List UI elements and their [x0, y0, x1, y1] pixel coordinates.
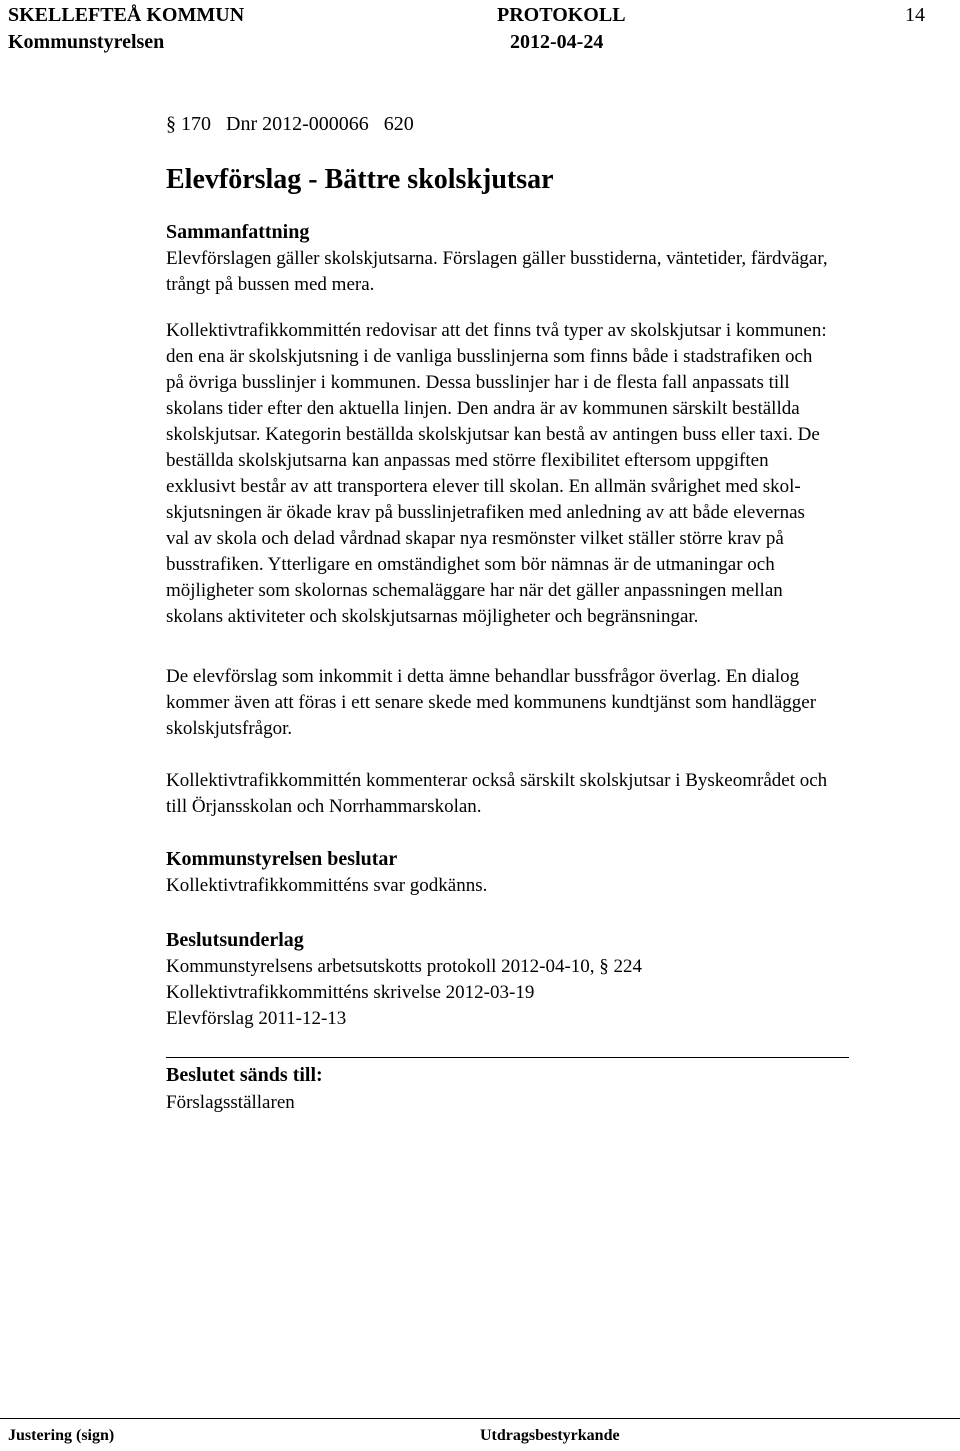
- paragraph-student-proposals: [166, 664, 958, 742]
- text-line: busstrafiken. Ytterligare en omständighet som bör nämnas är de utmaningar och: [166, 554, 775, 575]
- text-line: möjligheter som skolornas schemaläggare har när det gäller anpassningen mellan: [166, 580, 783, 601]
- text-line: skolskjutsar. Kategorin beställda skolskjutsar kan bestå av antingen buss eller taxi. De: [166, 424, 820, 445]
- text-line: Kollektivtrafikkommittén redovisar att det finns två typer av skolskjutsar i kommunen:: [166, 320, 827, 341]
- text-line: skjutsningen är ökade krav på busslinjetrafiken med anledning av att både elevernas: [166, 502, 805, 523]
- text-line: De elevförslag som inkommit i detta ämne behandlar bussfrågor överlag. En dialog: [166, 666, 800, 687]
- text-line: till Örjansskolan och Norrhammarskolan.: [166, 796, 482, 817]
- text-line: skolans aktiviteter och skolskjutsarnas möjligheter och begränsningar.: [166, 606, 699, 627]
- sent-to-recipient: Förslagsställaren: [166, 1092, 295, 1113]
- basis-list: [166, 954, 958, 1032]
- paragraph-committee-comments: [166, 768, 958, 820]
- text-line: Elevförslagen gäller skolskjutsarna. Förslagen gäller busstiderna, väntetider, färdvägar,: [166, 248, 828, 269]
- text-line: beställda skolskjutsarna kan anpassas med större flexibilitet eftersom uppgiften: [166, 450, 769, 471]
- basis-item: Kollektivtrafikkommitténs skrivelse 2012-03-19: [166, 982, 535, 1003]
- separator-line: [166, 1057, 849, 1058]
- decision-heading: Kommunstyrelsen beslutar: [166, 848, 398, 870]
- footer-certification-label: Utdragsbestyrkande: [480, 1427, 620, 1444]
- text-line: trångt på bussen med mera.: [166, 274, 375, 295]
- committee-name: Kommunstyrelsen: [8, 31, 165, 53]
- summary-heading: Sammanfattning: [166, 221, 310, 243]
- item-reference: § 170 Dnr 2012-000066 620: [166, 113, 414, 135]
- document-type: PROTOKOLL: [497, 4, 626, 26]
- basis-item: Kommunstyrelsens arbetsutskotts protokoll 2012-04-10, § 224: [166, 956, 643, 977]
- summary-paragraph: [166, 246, 958, 298]
- text-line: val av skola och delad vårdnad skapar nya resmönster vilket ställer större krav på: [166, 528, 784, 549]
- text-line: Kollektivtrafikkommittén kommenterar också särskilt skolskjutsar i Byskeområdet och: [166, 770, 828, 791]
- paragraph-committee-report: [166, 318, 958, 630]
- text-line: på övriga busslinjer i kommunen. Dessa busslinjer har i de flesta fall anpassats till: [166, 372, 790, 393]
- decision-text: Kollektivtrafikkommitténs svar godkänns.: [166, 875, 488, 896]
- organization-name: SKELLEFTEÅ KOMMUN: [8, 4, 245, 26]
- basis-heading: Beslutsunderlag: [166, 929, 304, 951]
- text-line: den ena är skolskjutsning i de vanliga busslinjerna som finns både i stadstrafiken och: [166, 346, 813, 367]
- text-line: kommer även att föras i ett senare skede med kommunens kundtjänst som handlägger: [166, 692, 817, 713]
- basis-item: Elevförslag 2011-12-13: [166, 1008, 347, 1029]
- text-line: skolans tider efter den aktuella linjen. Den andra är av kommunen särskilt beställda: [166, 398, 800, 419]
- footer-signature-label: Justering (sign): [8, 1427, 115, 1444]
- footer-divider: [0, 1418, 960, 1419]
- meeting-date: 2012-04-24: [510, 31, 604, 53]
- sent-to-heading: Beslutet sänds till:: [166, 1064, 323, 1086]
- page-number: 14: [905, 4, 925, 26]
- text-line: skolskjutsfrågor.: [166, 718, 293, 739]
- text-line: exklusivt består av att transportera elever till skolan. En allmän svårighet med skol-: [166, 476, 801, 497]
- item-title: Elevförslag - Bättre skolskjutsar: [166, 164, 554, 195]
